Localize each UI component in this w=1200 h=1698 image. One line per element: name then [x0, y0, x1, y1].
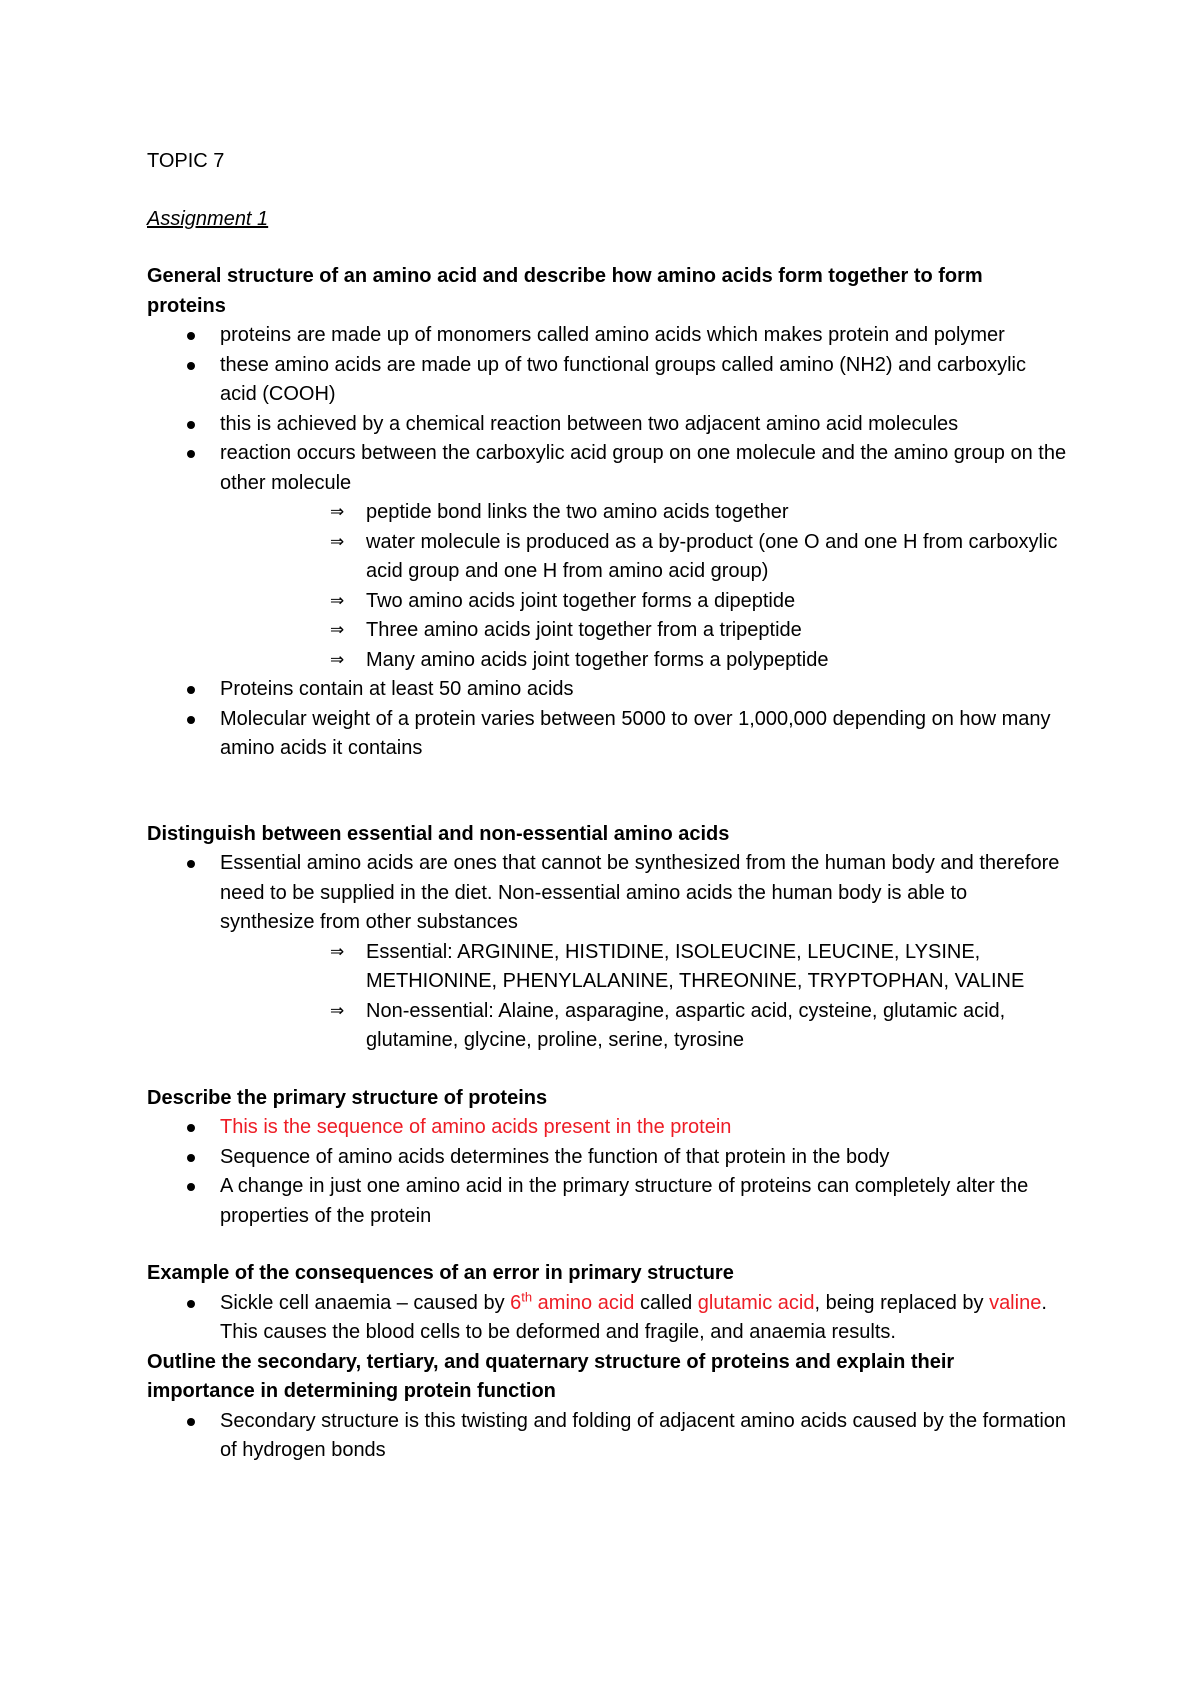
bullet-dot-icon — [187, 1183, 195, 1191]
list-item — [147, 410, 1067, 440]
section-error-example — [147, 1259, 1067, 1348]
list-item-text: this is achieved by a chemical reaction between two adjacent amino acid molecules — [220, 412, 959, 435]
section-heading: Describe the primary structure of proteins — [147, 1086, 548, 1109]
bullet-dot-icon — [187, 860, 195, 868]
double-arrow-icon: ⇒ — [330, 649, 345, 670]
bullet-dot-icon — [187, 332, 195, 340]
double-arrow-icon: ⇒ — [330, 531, 345, 552]
assignment-heading: Assignment 1 — [147, 207, 269, 230]
spacer — [147, 1056, 1067, 1084]
list-item — [147, 351, 1067, 410]
sub-list-item — [147, 997, 1067, 1056]
text-run: amino acid — [532, 1291, 635, 1314]
section-heading: Distinguish between essential and non-essential amino acids — [147, 822, 730, 845]
list-item-text: proteins are made up of monomers called amino acids which makes protein and polymer — [220, 324, 1005, 346]
sub-list-item — [147, 498, 1067, 528]
list-item — [147, 439, 1067, 498]
bullet-list — [147, 1113, 1067, 1231]
bullet-dot-icon — [187, 1124, 195, 1132]
list-item — [147, 321, 1067, 351]
text-run: called — [634, 1291, 698, 1314]
sub-list-item-text: Three amino acids joint together from a tripeptide — [366, 619, 802, 641]
list-item — [147, 849, 1067, 938]
highlighted-text: glutamic acid — [697, 1291, 815, 1314]
bullet-dot-icon — [187, 362, 195, 370]
section-higher-structure — [147, 1348, 1067, 1466]
sub-bullet-list — [147, 938, 1067, 1056]
double-arrow-icon: ⇒ — [330, 1000, 345, 1021]
bullet-list — [147, 321, 1067, 498]
list-item-text: Proteins contain at least 50 amino acids — [220, 678, 574, 700]
section-primary-structure — [147, 1084, 1067, 1232]
list-item — [147, 1113, 1067, 1143]
double-arrow-icon: ⇒ — [330, 590, 345, 611]
list-item-text: Sequence of amino acids determines the function of that protein in the body — [220, 1145, 890, 1168]
sub-bullet-list — [147, 498, 1067, 675]
bullet-list — [147, 675, 1067, 764]
highlighted-text: This is the sequence of amino acids present in the protein — [220, 1116, 732, 1138]
sub-list-item-text: peptide bond links the two amino acids together — [366, 501, 789, 523]
double-arrow-icon: ⇒ — [330, 620, 345, 640]
list-item — [147, 1143, 1067, 1173]
double-arrow-icon: ⇒ — [330, 502, 345, 522]
bullet-list — [147, 1407, 1067, 1466]
section-heading: General structure of an amino acid and describe how amino acids form together to form proteins — [147, 265, 983, 317]
list-item — [147, 675, 1067, 705]
text-run: Sickle cell anaemia – caused by — [220, 1291, 511, 1314]
list-item-text: reaction occurs between the carboxylic acid group on one molecule and the amino group on the other molecule — [220, 442, 1067, 494]
sub-list-item — [147, 587, 1067, 617]
document-content — [147, 147, 1067, 1466]
bullet-dot-icon — [187, 421, 195, 429]
list-item — [147, 1172, 1067, 1231]
section-amino-acid-structure — [147, 262, 1067, 764]
section-heading: Outline the secondary, tertiary, and quaternary structure of proteins and explain their importance in determining protein function — [147, 1350, 955, 1402]
sub-list-item-text: water molecule is produced as a by-product (one O and one H from carboxylic acid group and one H from amino acid group) — [366, 530, 1058, 582]
bullet-list — [147, 849, 1067, 938]
bullet-dot-icon — [187, 716, 195, 724]
bullet-dot-icon — [187, 686, 195, 694]
list-item — [147, 1289, 1067, 1348]
text-run: , being replaced by — [814, 1291, 990, 1314]
sub-list-item — [147, 646, 1067, 676]
highlighted-text — [510, 1288, 635, 1314]
double-arrow-icon: ⇒ — [330, 941, 345, 962]
topic-title: TOPIC 7 — [147, 150, 225, 172]
list-item-text — [220, 1288, 1047, 1344]
list-item-text: Secondary structure is this twisting and folding of adjacent amino acids caused by the formation of hydrogen bonds — [220, 1409, 1067, 1461]
sub-list-item-text: Many amino acids joint together forms a polypeptide — [366, 648, 829, 671]
sub-list-item — [147, 616, 1067, 646]
list-item-text: A change in just one amino acid in the primary structure of proteins can completely alter the properties of the protein — [220, 1175, 1029, 1227]
bullet-list — [147, 1289, 1067, 1348]
list-item — [147, 705, 1067, 764]
highlighted-text: valine — [989, 1291, 1042, 1314]
bullet-dot-icon — [187, 1418, 195, 1426]
text-run: . This causes the blood cells to be deformed and fragile, and anaemia results. — [220, 1291, 1047, 1343]
spacer — [147, 764, 1067, 820]
spacer — [147, 1231, 1067, 1259]
text-run: 6 — [510, 1291, 522, 1314]
sub-list-item-text: Non-essential: Alaine, asparagine, aspartic acid, cysteine, glutamic acid, glutamine, glycine, proline, serine, tyrosine — [366, 999, 1006, 1051]
list-item-text: Essential amino acids are ones that cannot be synthesized from the human body and therefore need to be supplied in the diet. Non-essential amino acids the human body is able to synthesize from other substances — [220, 852, 1060, 933]
section-essential-amino-acids — [147, 820, 1067, 1056]
sub-list-item — [147, 528, 1067, 587]
sub-list-item-text: Essential: ARGININE, HISTIDINE, ISOLEUCINE, LEUCINE, LYSINE, METHIONINE, PHENYLALANINE, THREONINE, TRYPTOPHAN, VALINE — [366, 940, 1025, 992]
list-item-text: these amino acids are made up of two functional groups called amino (NH2) and carboxylic acid (COOH) — [220, 353, 1026, 405]
bullet-dot-icon — [187, 450, 195, 458]
bullet-dot-icon — [187, 1154, 195, 1162]
list-item-text: Molecular weight of a protein varies between 5000 to over 1,000,000 depending on how many amino acids it contains — [220, 707, 1051, 759]
sub-list-item-text: Two amino acids joint together forms a dipeptide — [366, 589, 796, 612]
sub-list-item — [147, 938, 1067, 997]
bullet-dot-icon — [187, 1300, 195, 1308]
section-heading: Example of the consequences of an error in primary structure — [147, 1262, 734, 1284]
superscript: th — [521, 1288, 533, 1304]
list-item — [147, 1407, 1067, 1466]
